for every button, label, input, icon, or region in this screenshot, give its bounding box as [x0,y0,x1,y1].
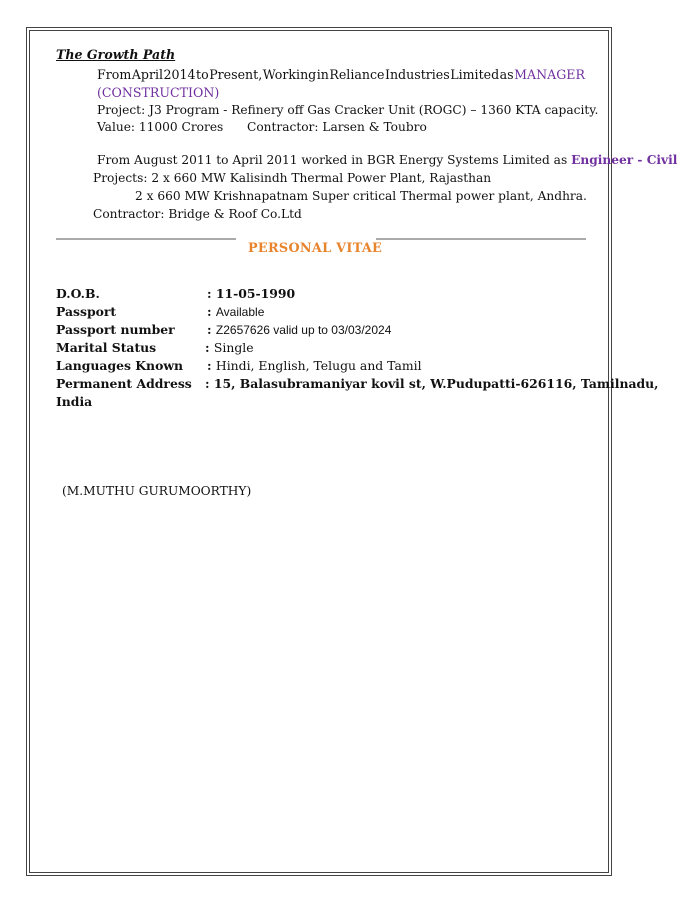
job1-role: MANAGER [514,67,585,82]
job1-project: Project: J3 Program - Refinery off Gas Cracker Unit (ROGC) – 1360 KTA capacity. [97,103,599,117]
job1-word: Present, [209,67,263,82]
signature-name: (M.MUTHU GURUMOORTHY) [62,484,252,498]
passport-label: Passport [56,304,117,319]
job1-role-continued: (CONSTRUCTION) [97,85,220,100]
job1-contractor: Contractor: Larsen & Toubro [247,120,427,134]
job1-word: Reliance [329,67,385,82]
job1-word: Limited [450,67,500,82]
section-title-personal-vitae: PERSONAL VITAE [248,241,383,256]
job2-description [97,153,677,167]
languages-value [207,358,422,373]
address-label: Permanent Address [56,376,192,391]
job1-word: April [131,67,164,82]
job2-projects-line1: Projects: 2 x 660 MW Kalisindh Thermal Power Plant, Rajasthan [93,171,492,185]
job1-word: From [97,67,132,82]
marital-status-text: Single [213,340,254,355]
passport-number-text: Z2657626 valid up to 03/03/2024 [215,323,392,337]
job1-word: 2014 [163,67,196,82]
job2-projects-line2: 2 x 660 MW Krishnapatnam Super critical Thermal power plant, Andhra. [135,189,587,203]
dob-value: : 11-05-1990 [207,286,296,301]
marital-status-value [205,340,254,355]
colon: : [207,304,216,319]
job1-word: to [196,67,209,82]
job2-text: From August 2011 to April 2011 worked in BGR Energy Systems Limited as [97,153,572,167]
divider-right [376,238,586,240]
marital-status-label: Marital Status [56,340,157,355]
section-title-growth-path: The Growth Path [56,47,176,62]
passport-value [207,304,264,319]
divider-left [56,238,236,240]
job1-word: as [499,67,514,82]
passport-number-value [207,322,391,337]
dob-label: D.O.B. [56,286,100,301]
job1-word: Working [262,67,317,82]
colon: : [205,340,214,355]
passport-value-text: Available [215,305,265,319]
job1-description [97,67,585,82]
passport-number-label: Passport number [56,322,175,337]
address-country: India [56,394,93,409]
job2-role: Engineer - Civil [571,153,677,167]
colon: : [207,322,216,337]
languages-text: Hindi, English, Telugu and Tamil [215,358,422,373]
languages-label: Languages Known [56,358,184,373]
job2-contractor: Contractor: Bridge & Roof Co.Ltd [93,207,302,221]
address-value: : 15, Balasubramaniyar kovil st, W.Pudupatti-626116, Tamilnadu, [205,376,659,391]
job1-word: Industries [384,67,450,82]
job1-value: Value: 11000 Crores [97,120,224,134]
colon: : [207,358,216,373]
job1-word: in [316,67,329,82]
